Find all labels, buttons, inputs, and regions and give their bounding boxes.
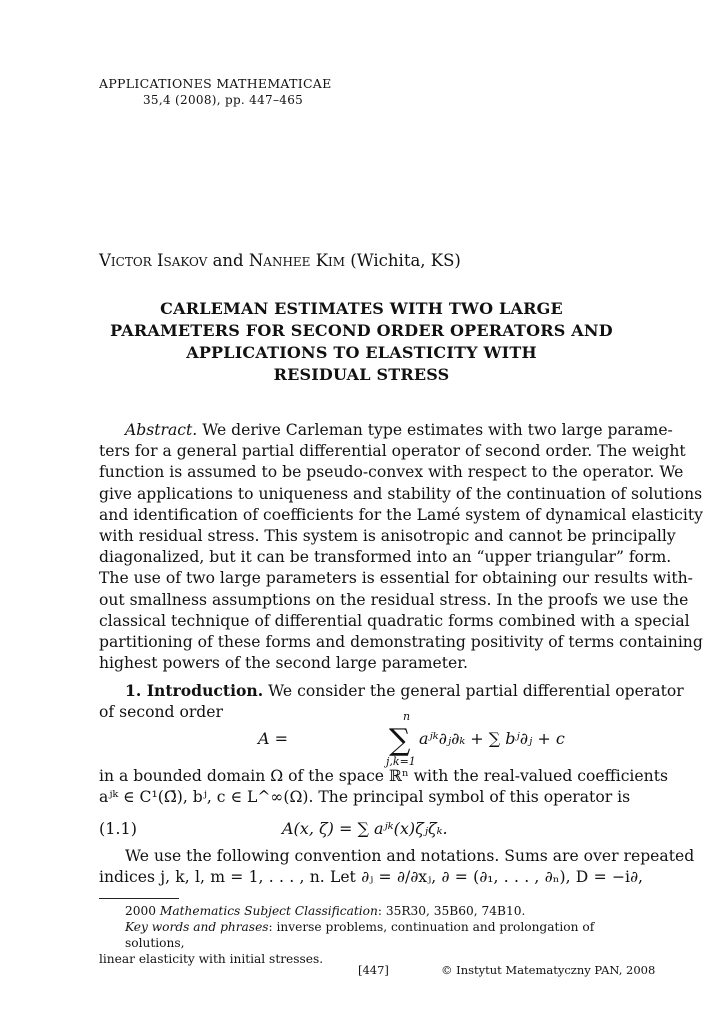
conventions-line: We use the following convention and notations. Sums are over repeated [125, 847, 695, 865]
keywords-continuation: linear elasticity with initial stresses. [99, 952, 324, 966]
keywords-label: Key words and phrases [125, 920, 269, 934]
domain-line: aʲᵏ ∈ C¹(Ω̄), bʲ, c ∈ L^∞(Ω). The principal symbol of this operator is [99, 788, 631, 807]
abstract-line: and identification of coefficients for the Lamé system of dynamical elasticity [99, 505, 703, 524]
sum-symbol: ∑ [389, 723, 411, 758]
abstract-line: classical technique of differential quadratic forms combined with a special [99, 611, 690, 630]
equation-number: (1.1) [99, 819, 137, 838]
copyright: © Instytut Matematyczny PAN, 2008 [441, 963, 656, 977]
abstract-label: Abstract. [125, 421, 198, 439]
abstract [99, 420, 703, 674]
journal-header [99, 76, 332, 108]
footnotes [99, 903, 643, 967]
abstract-first-text: We derive Carleman type estimates with two large parame- [202, 421, 673, 439]
abstract-line: highest powers of the second large parameter. [99, 654, 468, 673]
domain-line: in a bounded domain Ω of the space ℝⁿ with the real-valued coefficients [99, 767, 668, 785]
conventions-paragraph [99, 846, 695, 888]
abstract-line: ters for a general partial differential operator of second order. The weight [99, 442, 686, 461]
equation-1-1 [99, 818, 643, 844]
footnote-rule [99, 898, 179, 899]
intro-line [99, 680, 684, 702]
abstract-line: diagonalized, but it can be transformed into an “upper triangular” form. [99, 548, 672, 567]
eq1-sum-lower: j,k=1 [386, 755, 416, 768]
author-2-last: Kim [315, 251, 346, 270]
eq1-sum-upper: n [403, 710, 411, 723]
title-line: APPLICATIONS TO ELASTICITY WITH [186, 343, 537, 362]
msc-footnote [99, 903, 643, 919]
author-2-first: Nanhee [248, 251, 311, 270]
abstract-line: out smallness assumptions on the residual stress. In the proofs we use the [99, 590, 689, 609]
title-line: CARLEMAN ESTIMATES WITH TWO LARGE [160, 299, 563, 318]
author-1-first: Victor [99, 251, 152, 270]
eq1-lhs: A = [258, 729, 289, 748]
abstract-line: partitioning of these forms and demonstrating positivity of terms containing [99, 633, 703, 652]
intro-line: of second order [99, 703, 223, 722]
paper-title [60, 298, 663, 386]
author-affiliation: (Wichita, KS) [350, 251, 461, 270]
page-number: [447] [358, 963, 389, 977]
eq1-rhs: aʲᵏ∂ⱼ∂ₖ + ∑ bʲ∂ⱼ + c [419, 729, 565, 748]
msc-year: 2000 [125, 904, 157, 918]
journal-name: APPLICATIONES MATHEMATICAE [99, 76, 332, 91]
equation-operator [99, 712, 643, 772]
title-line: PARAMETERS FOR SECOND ORDER OPERATORS AND [110, 321, 613, 340]
abstract-line [99, 420, 673, 441]
author-1-last: Isakov [156, 251, 208, 270]
abstract-line: function is assumed to be pseudo-convex with respect to the operator. We [99, 463, 684, 482]
domain-paragraph [99, 766, 668, 808]
title-line: RESIDUAL STRESS [273, 365, 450, 384]
intro-first-text: We consider the general partial differential operator [268, 682, 684, 700]
msc-codes: : 35R30, 35B60, 74B10. [377, 904, 526, 918]
authors-line [99, 251, 461, 270]
msc-label: Mathematics Subject Classification [159, 904, 378, 918]
eq2-expression: A(x, ζ) = ∑ aʲᵏ(x)ζⱼζₖ. [282, 819, 448, 838]
conventions-line: indices j, k, l, m = 1, . . . , n. Let ∂ⱼ = ∂/∂xⱼ, ∂ = (∂₁, . . . , ∂ₙ), D = −i∂, [99, 868, 643, 887]
keywords-text: : inverse problems, continuation and prolongation of solutions, [125, 920, 595, 950]
section-heading: 1. Introduction. [125, 681, 264, 700]
abstract-line: The use of two large parameters is essential for obtaining our results with- [99, 569, 693, 588]
authors-and: and [212, 251, 244, 270]
abstract-line: with residual stress. This system is anisotropic and cannot be principally [99, 527, 676, 546]
keywords-footnote [99, 919, 643, 951]
abstract-line: give applications to uniqueness and stability of the continuation of solutions [99, 484, 703, 503]
journal-volume: 35,4 (2008), pp. 447–465 [143, 93, 304, 107]
